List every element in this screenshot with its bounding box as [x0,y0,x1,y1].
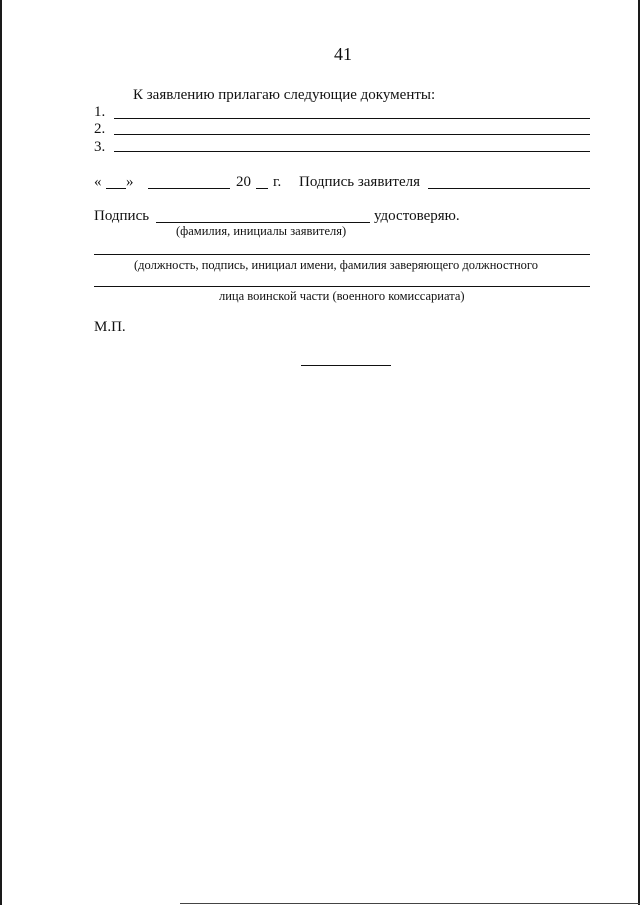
month-blank-line [148,188,230,189]
item-number-2: 2. [94,121,106,137]
day-blank-line [106,188,126,189]
official-caption-1: (должность, подпись, инициал имени, фамилия заверяющего должностного [134,258,538,272]
page-edge-bottom [180,903,640,904]
stamp-place: М.П. [94,319,126,335]
certify-text: удостоверяю. [374,208,460,224]
applicant-name-caption: (фамилия, инициалы заявителя) [176,224,347,238]
attachments-intro: К заявлению прилагаю следующие документы: [133,87,436,103]
closing-rule [301,365,391,366]
year-blank-line [256,188,268,189]
official-caption-2: лица воинской части (военного комиссариата) [219,289,465,303]
year-prefix: 20 [236,174,251,190]
item-line-1 [114,118,590,119]
page-number: 41 [334,44,352,64]
applicant-signature-label: Подпись заявителя [299,174,421,190]
page-edge-left [0,0,2,905]
date-open-quote: « [94,174,102,190]
item-number-3: 3. [94,139,106,155]
signature-label: Подпись [94,208,150,224]
item-line-2 [114,134,590,135]
date-close-quote: » [126,174,134,190]
year-suffix: г. [273,174,282,190]
item-number-1: 1. [94,104,106,120]
official-line-2 [94,286,590,287]
official-line-1 [94,254,590,255]
signature-line [156,222,370,223]
applicant-signature-line [428,188,590,189]
item-line-3 [114,151,590,152]
